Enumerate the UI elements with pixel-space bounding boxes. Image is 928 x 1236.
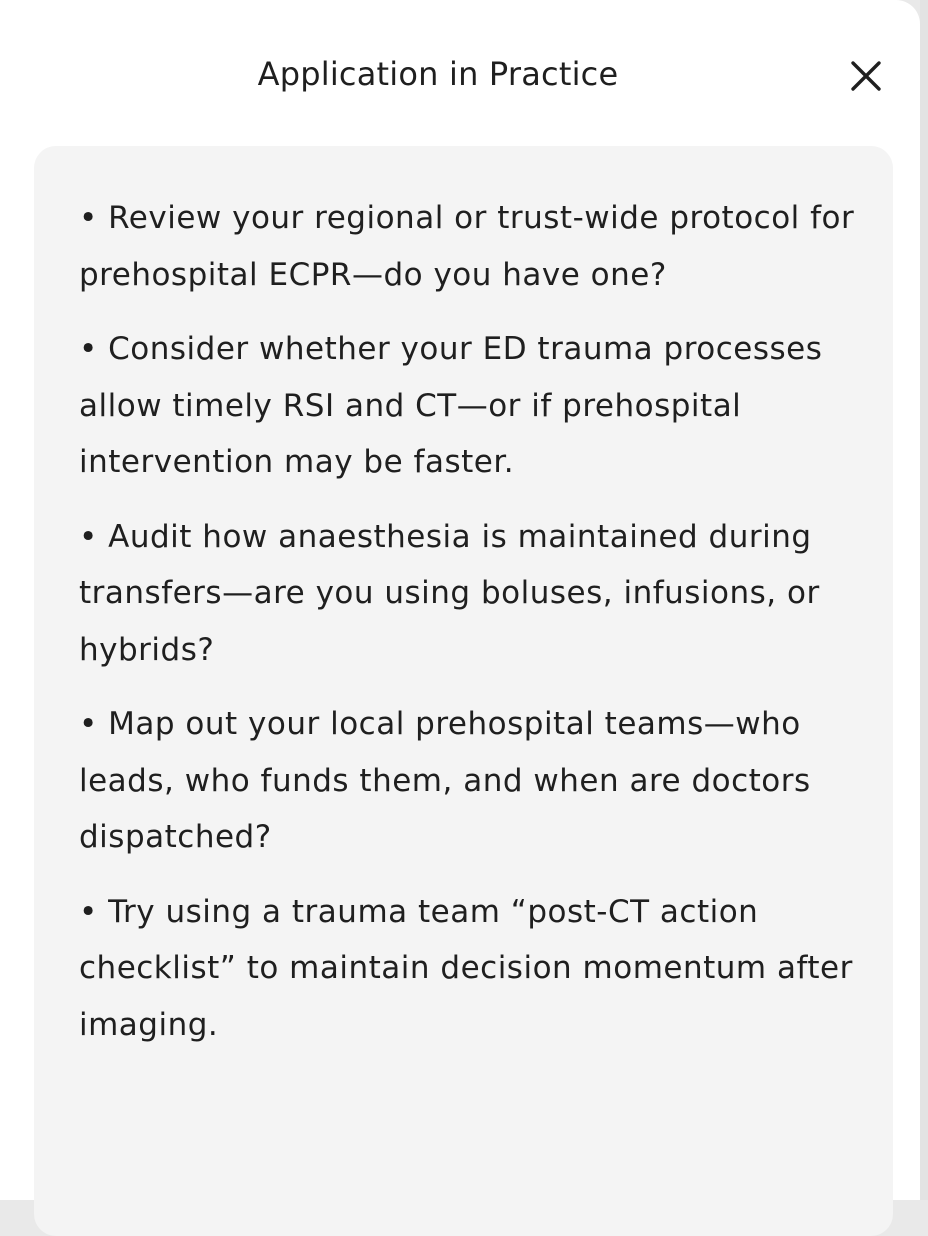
list-item: • Map out your local prehospital teams—who leads, who funds them, and when are doctors dispatched? <box>79 706 811 855</box>
list-item: • Consider whether your ED trauma processes allow timely RSI and CT—or if prehospital intervention may be faster. <box>79 331 823 480</box>
close-icon <box>842 52 890 100</box>
close-button[interactable] <box>842 52 890 100</box>
dialog-header <box>0 0 876 150</box>
background-edge <box>920 0 928 1200</box>
list-item: • Review your regional or trust-wide protocol for prehospital ECPR—do you have one? <box>79 200 855 293</box>
list-item: • Audit how anaesthesia is maintained during transfers—are you using boluses, infusions, or hybrids? <box>79 518 820 668</box>
list-item: • Try using a trauma team “post-CT action checklist” to maintain decision momentum after imaging. <box>79 893 853 1043</box>
content-card <box>34 146 893 1236</box>
dialog-title: Application in Practice <box>257 55 619 93</box>
bullet-list <box>79 190 859 1071</box>
